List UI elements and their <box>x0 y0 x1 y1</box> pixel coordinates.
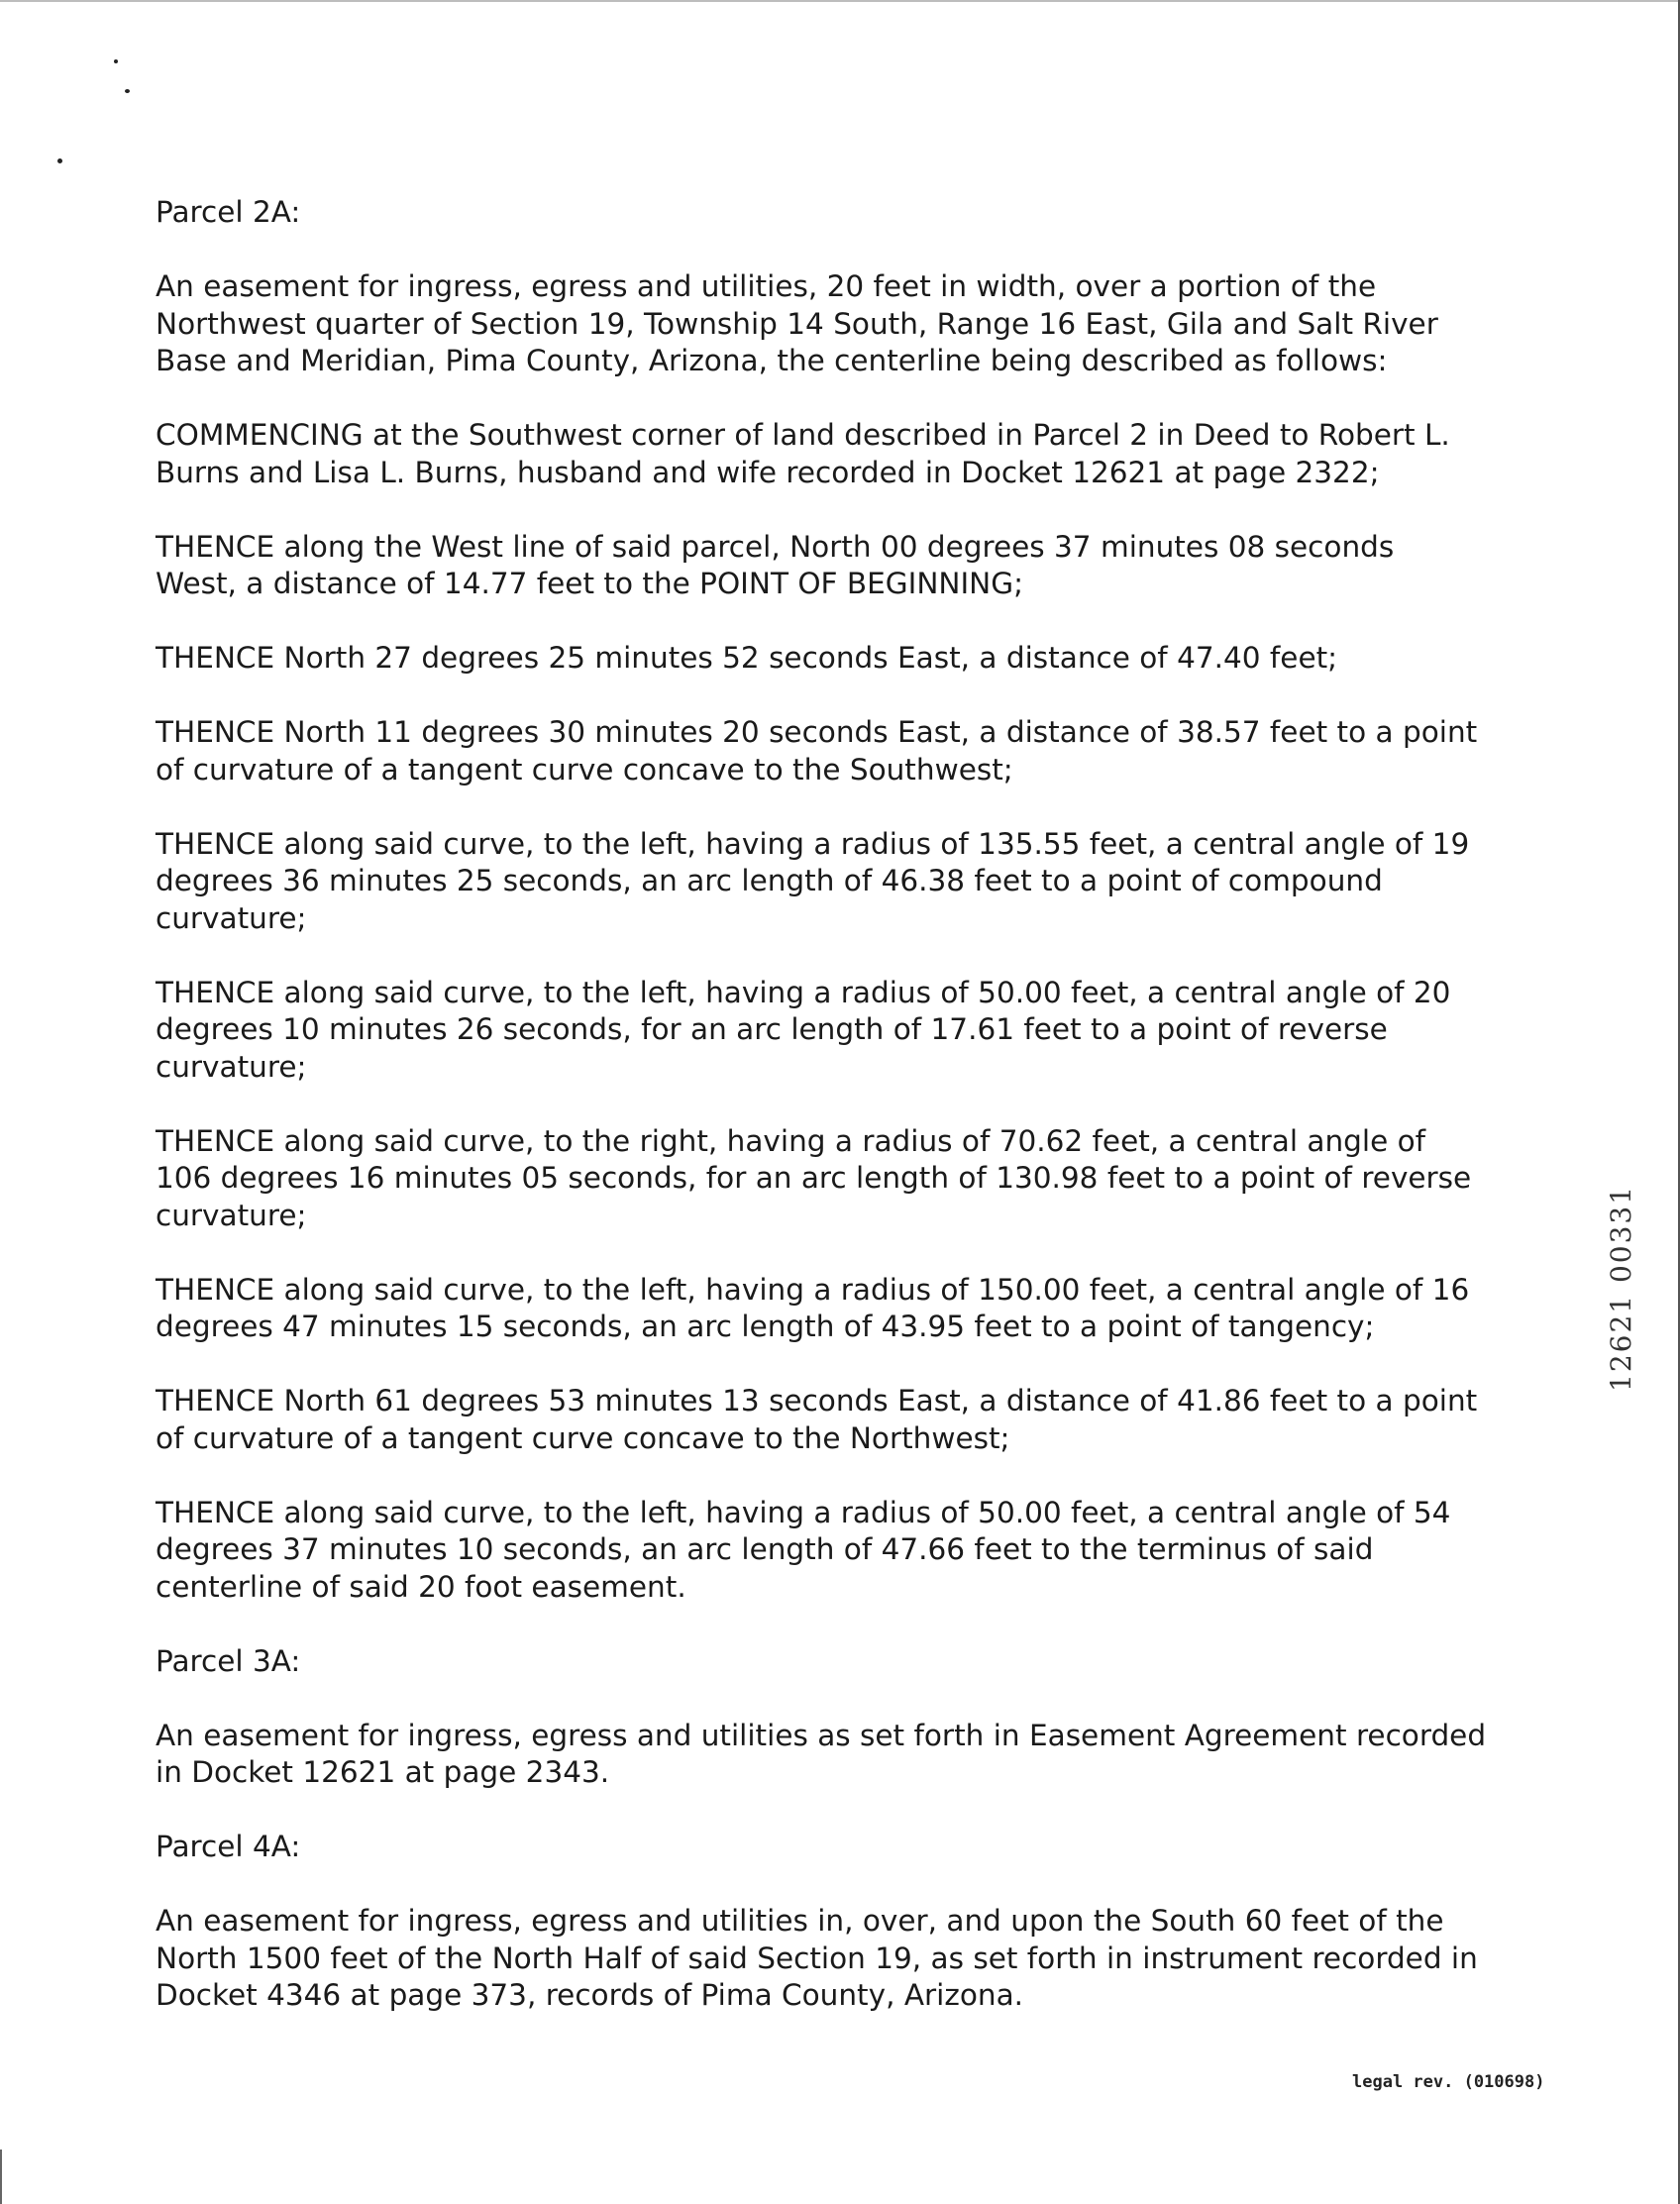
commencing-clause: COMMENCING at the Southwest corner of land described in Parcel 2 in Deed to Robert L. Burns and Lisa L. Burns, husband and wife recorded in Docket 12621 at page 2322; <box>156 418 1450 489</box>
parcel-2a-heading: Parcel 2A: <box>156 195 301 229</box>
docket-page-stamp: 12621 00331 <box>1605 1184 1637 1392</box>
thence-clause-3: THENCE North 11 degrees 30 minutes 20 seconds East, a distance of 38.57 feet to a point of curvature of a tangent curve concave to the Southwest; <box>156 715 1478 787</box>
parcel-3a-heading: Parcel 3A: <box>156 1643 301 1678</box>
thence-clause-6: THENCE along said curve, to the right, having a radius of 70.62 feet, a central angle of 106 degrees 16 minutes 05 seconds, for an arc length of 130.98 feet to a point of reverse curvature; <box>156 1123 1472 1232</box>
parcel-3a-description: An easement for ingress, egress and utilities as set forth in Easement Agreement recorded in Docket 12621 at page 2343. <box>156 1718 1487 1789</box>
footer-revision: legal rev. (010698) <box>1352 2072 1545 2092</box>
scan-speck <box>114 59 118 63</box>
thence-clause-8: THENCE North 61 degrees 53 minutes 13 seconds East, a distance of 41.86 feet to a point of curvature of a tangent curve concave to the Northwest; <box>156 1384 1478 1455</box>
thence-clause-7: THENCE along said curve, to the left, having a radius of 150.00 feet, a central angle of 16 degrees 47 minutes 15 seconds, an arc length of 43.95 feet to a point of tangency; <box>156 1272 1470 1343</box>
thence-clause-1: THENCE along the West line of said parcel, North 00 degrees 37 minutes 08 seconds West, a distance of 14.77 feet to the POINT OF BEGINNING; <box>156 529 1395 600</box>
parcel-4a-heading: Parcel 4A: <box>156 1830 301 1863</box>
parcel-4a-description: An easement for ingress, egress and utilities in, over, and upon the South 60 feet of the North 1500 feet of the North Half of said Section 19, as set forth in instrument recorded in Docket 4346 at page 373, records of Pima County, Arizona. <box>156 1904 1478 2012</box>
scan-speck <box>125 89 130 93</box>
scan-speck <box>57 158 62 163</box>
thence-clause-5: THENCE along said curve, to the left, having a radius of 50.00 feet, a central angle of 20 degrees 10 minutes 26 seconds, for an arc length of 17.61 feet to a point of reverse curvature; <box>156 975 1451 1084</box>
thence-clause-9: THENCE along said curve, to the left, having a radius of 50.00 feet, a central angle of 54 degrees 37 minutes 10 seconds, an arc length of 47.66 feet to the terminus of said centerline of said 20 foot easement. <box>156 1495 1451 1604</box>
document-body <box>156 194 1552 2015</box>
left-edge-mark <box>0 2150 2 2204</box>
thence-clause-2: THENCE North 27 degrees 25 minutes 52 seconds East, a distance of 47.40 feet; <box>156 641 1338 675</box>
parcel-2a-description: An easement for ingress, egress and utilities, 20 feet in width, over a portion of the Northwest quarter of Section 19, Township 14 South, Range 16 East, Gila and Salt River Base and Meridian, Pima County, Arizona, the centerline being described as follows: <box>156 269 1438 377</box>
top-border <box>0 0 1680 2</box>
thence-clause-4: THENCE along said curve, to the left, having a radius of 135.55 feet, a central angle of 19 degrees 36 minutes 25 seconds, an arc length of 46.38 feet to a point of compound curvature; <box>156 826 1470 935</box>
